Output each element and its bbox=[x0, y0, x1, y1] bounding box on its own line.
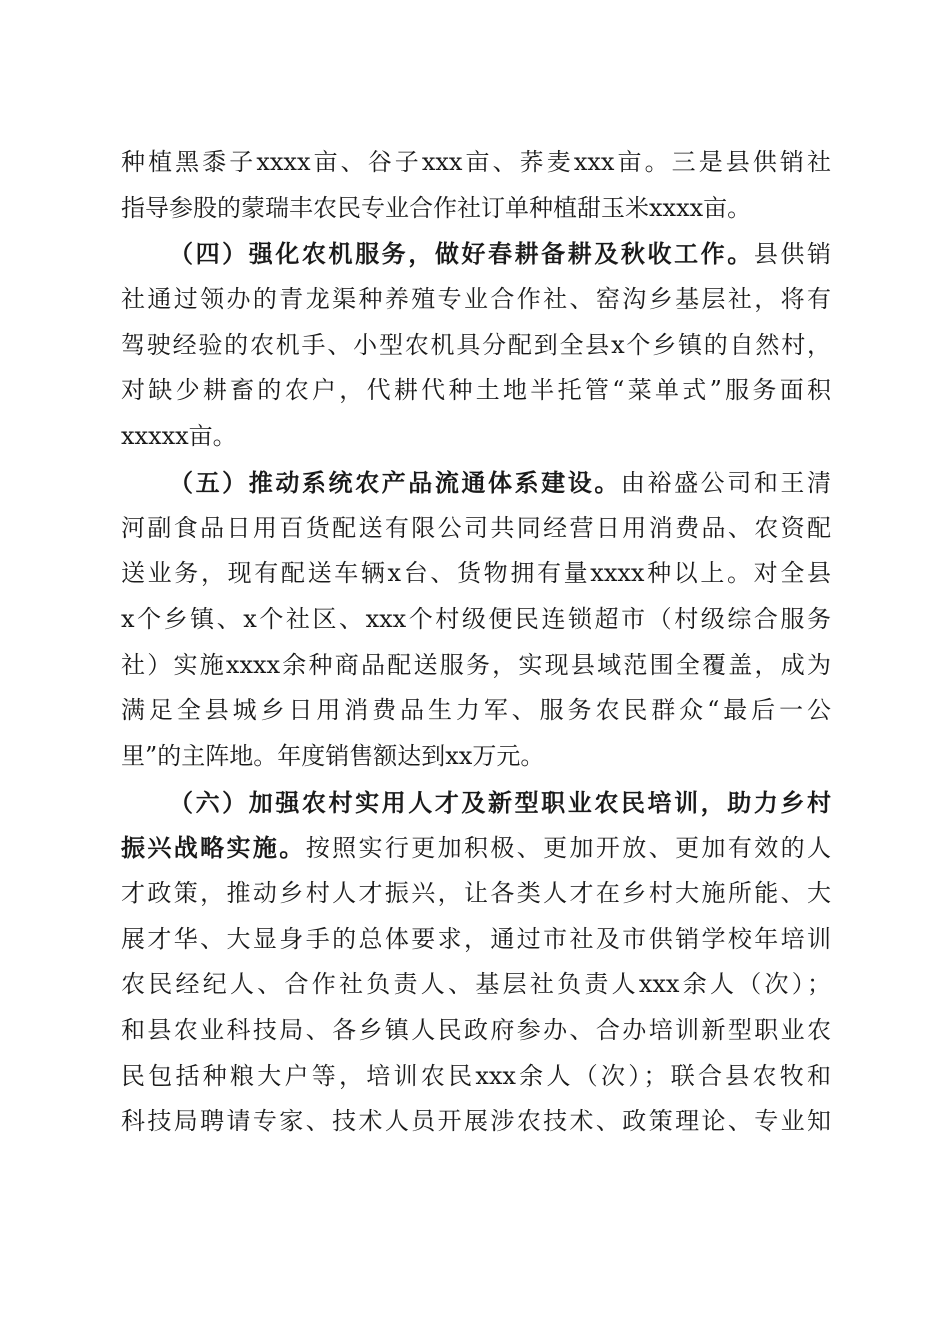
paragraph-lines bbox=[121, 140, 831, 1145]
text-line bbox=[121, 1054, 831, 1100]
line-text: 和县农业科技局、各乡镇人民政府参办、合办培训新型职业农 bbox=[121, 1016, 831, 1045]
section-heading: 振兴战略实施。 bbox=[121, 833, 306, 863]
text-line bbox=[121, 780, 831, 826]
text-line bbox=[121, 506, 831, 552]
text-line bbox=[121, 688, 831, 734]
text-line bbox=[121, 597, 831, 643]
line-text: xxxxx亩。 bbox=[121, 422, 237, 451]
text-line bbox=[121, 460, 831, 506]
line-text: 种植黑黍子xxxx亩、谷子xxx亩、荞麦xxx亩。三是县供销社 bbox=[121, 148, 831, 176]
line-text: 满足全县城乡日用消费品生力军、服务农民群众“最后一公 bbox=[121, 696, 831, 725]
line-text: 驾驶经验的农机手、小型农机具分配到全县x个乡镇的自然村， bbox=[121, 330, 831, 359]
text-line bbox=[121, 962, 831, 1008]
section-heading: （六）加强农村实用人才及新型职业农民培训，助力乡村 bbox=[169, 787, 831, 817]
text-line bbox=[121, 277, 831, 323]
text-line bbox=[121, 825, 831, 871]
section-heading: （四）强化农机服务，做好春耕备耕及秋收工作。 bbox=[169, 239, 754, 269]
text-line bbox=[121, 1099, 831, 1145]
line-text: 由裕盛公司和王清 bbox=[620, 468, 831, 497]
text-line bbox=[121, 231, 831, 277]
text-line bbox=[121, 414, 831, 460]
line-text: 对缺少耕畜的农户，代耕代种土地半托管“菜单式”服务面积 bbox=[121, 376, 831, 405]
line-text: 展才华、大显身手的总体要求，通过市社及市供销学校年培训 bbox=[121, 924, 831, 953]
text-line bbox=[121, 368, 831, 414]
line-text: 民包括种粮大户等，培训农民xxx余人（次）；联合县农牧和 bbox=[121, 1061, 831, 1090]
line-text: 送业务，现有配送车辆x台、货物拥有量xxxx种以上。对全县 bbox=[121, 559, 831, 588]
line-text: 河副食品日用百货配送有限公司共同经营日用消费品、农资配 bbox=[121, 513, 831, 542]
text-line bbox=[121, 734, 831, 780]
line-text: x个乡镇、x个社区、xxx个村级便民连锁超市（村级综合服务 bbox=[121, 604, 831, 633]
line-text: 科技局聘请专家、技术人员开展涉农技术、政策理论、专业知 bbox=[121, 1107, 831, 1136]
line-text: 按照实行更加积极、更加开放、更加有效的人 bbox=[305, 834, 831, 863]
text-line bbox=[121, 323, 831, 369]
text-line bbox=[121, 1008, 831, 1054]
line-text: 指导参股的蒙瑞丰农民专业合作社订单种植甜玉米xxxx亩。 bbox=[121, 193, 752, 222]
text-line bbox=[121, 140, 831, 186]
text-line bbox=[121, 917, 831, 963]
text-line bbox=[121, 186, 831, 232]
text-line bbox=[121, 643, 831, 689]
section-heading: （五）推动系统农产品流通体系建设。 bbox=[169, 467, 621, 497]
line-text: 县供销 bbox=[753, 240, 831, 269]
text-line bbox=[121, 551, 831, 597]
line-text: 才政策，推动乡村人才振兴，让各类人才在乡村大施所能、大 bbox=[121, 879, 831, 907]
text-line bbox=[121, 871, 831, 917]
line-text: 里”的主阵地。年度销售额达到xx万元。 bbox=[121, 741, 545, 770]
line-text: 农民经纪人、合作社负责人、基层社负责人xxx余人（次）； bbox=[121, 970, 831, 999]
body-text bbox=[121, 140, 831, 1145]
line-text: 社通过领办的青龙渠种养殖专业合作社、窑沟乡基层社，将有 bbox=[121, 285, 831, 314]
line-text: 社）实施xxxx余种商品配送服务，实现县域范围全覆盖，成为 bbox=[121, 650, 831, 679]
